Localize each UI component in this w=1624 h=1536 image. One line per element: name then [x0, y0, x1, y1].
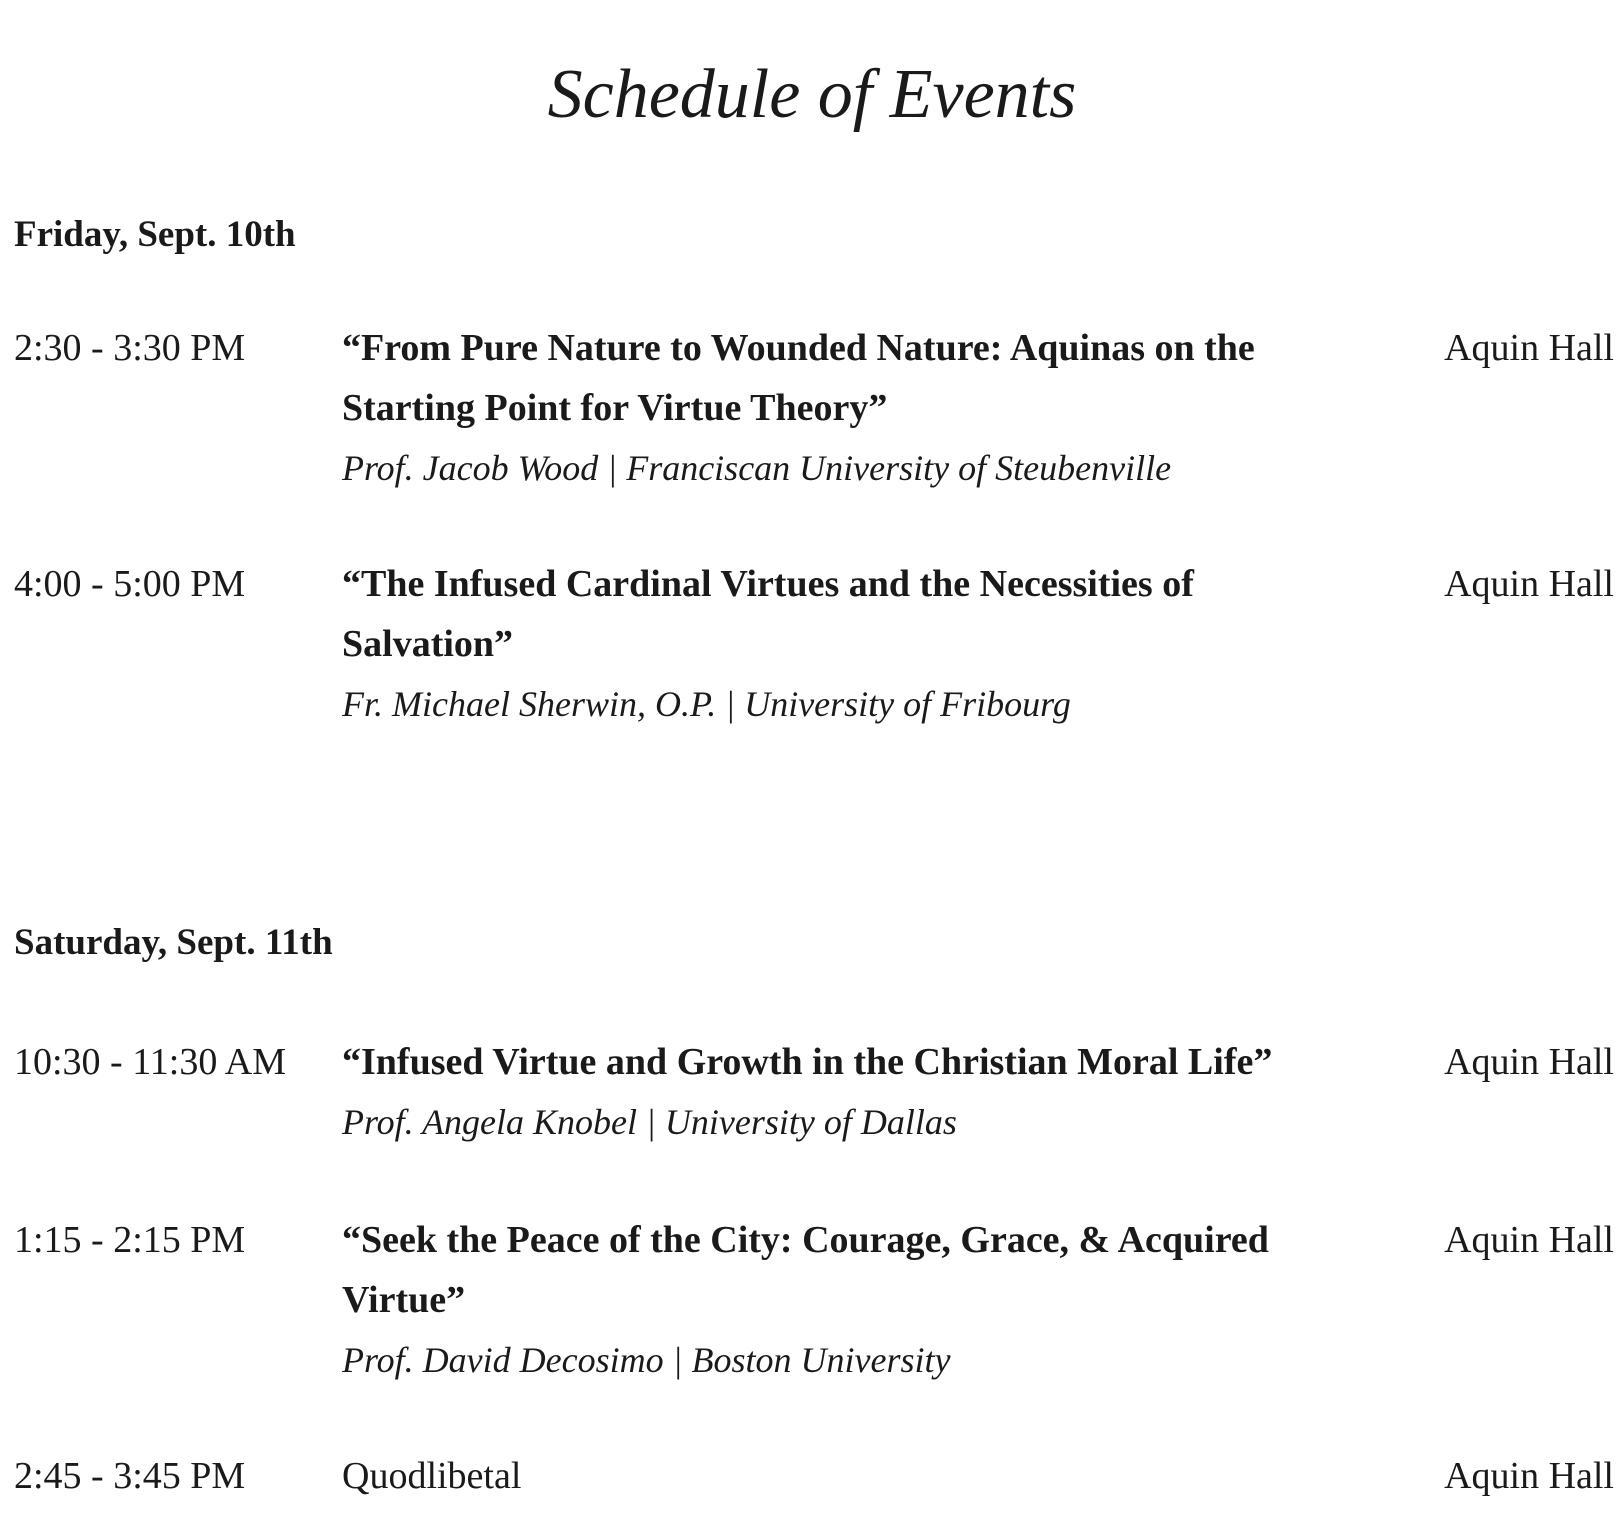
event-speaker: Prof. Angela Knobel | University of Dallas	[342, 1102, 957, 1142]
page-title: Schedule of Events	[547, 56, 1077, 133]
event-details	[342, 318, 1322, 498]
event-details	[342, 554, 1322, 734]
day-heading-friday: Friday, Sept. 10th	[14, 214, 296, 255]
event-title: “Infused Virtue and Growth in the Christian Moral Life”	[342, 1041, 1273, 1083]
event-location: Aquin Hall	[1444, 1219, 1614, 1261]
event-title: “From Pure Nature to Wounded Nature: Aquinas on the Starting Point for Virtue Theory”	[342, 327, 1255, 429]
event-details	[342, 1210, 1322, 1390]
event-time: 10:30 - 11:30 AM	[14, 1041, 286, 1083]
event-time: 4:00 - 5:00 PM	[14, 563, 246, 605]
event-details	[342, 1446, 1322, 1506]
event-speaker: Prof. David Decosimo | Boston University	[342, 1340, 951, 1380]
event-time: 2:30 - 3:30 PM	[14, 327, 246, 369]
event-title: Quodlibetal	[342, 1455, 522, 1497]
day-heading-saturday: Saturday, Sept. 11th	[14, 922, 333, 963]
event-location: Aquin Hall	[1444, 1041, 1614, 1083]
event-location: Aquin Hall	[1444, 327, 1614, 369]
event-speaker: Fr. Michael Sherwin, O.P. | University of Fribourg	[342, 684, 1071, 724]
event-time: 1:15 - 2:15 PM	[14, 1219, 246, 1261]
event-speaker: Prof. Jacob Wood | Franciscan University of Steubenville	[342, 448, 1172, 488]
event-title: “The Infused Cardinal Virtues and the Necessities of Salvation”	[342, 563, 1194, 665]
event-title: “Seek the Peace of the City: Courage, Grace, & Acquired Virtue”	[342, 1219, 1269, 1321]
event-location: Aquin Hall	[1444, 1455, 1614, 1497]
event-details	[342, 1032, 1322, 1152]
event-location: Aquin Hall	[1444, 563, 1614, 605]
event-time: 2:45 - 3:45 PM	[14, 1455, 246, 1497]
